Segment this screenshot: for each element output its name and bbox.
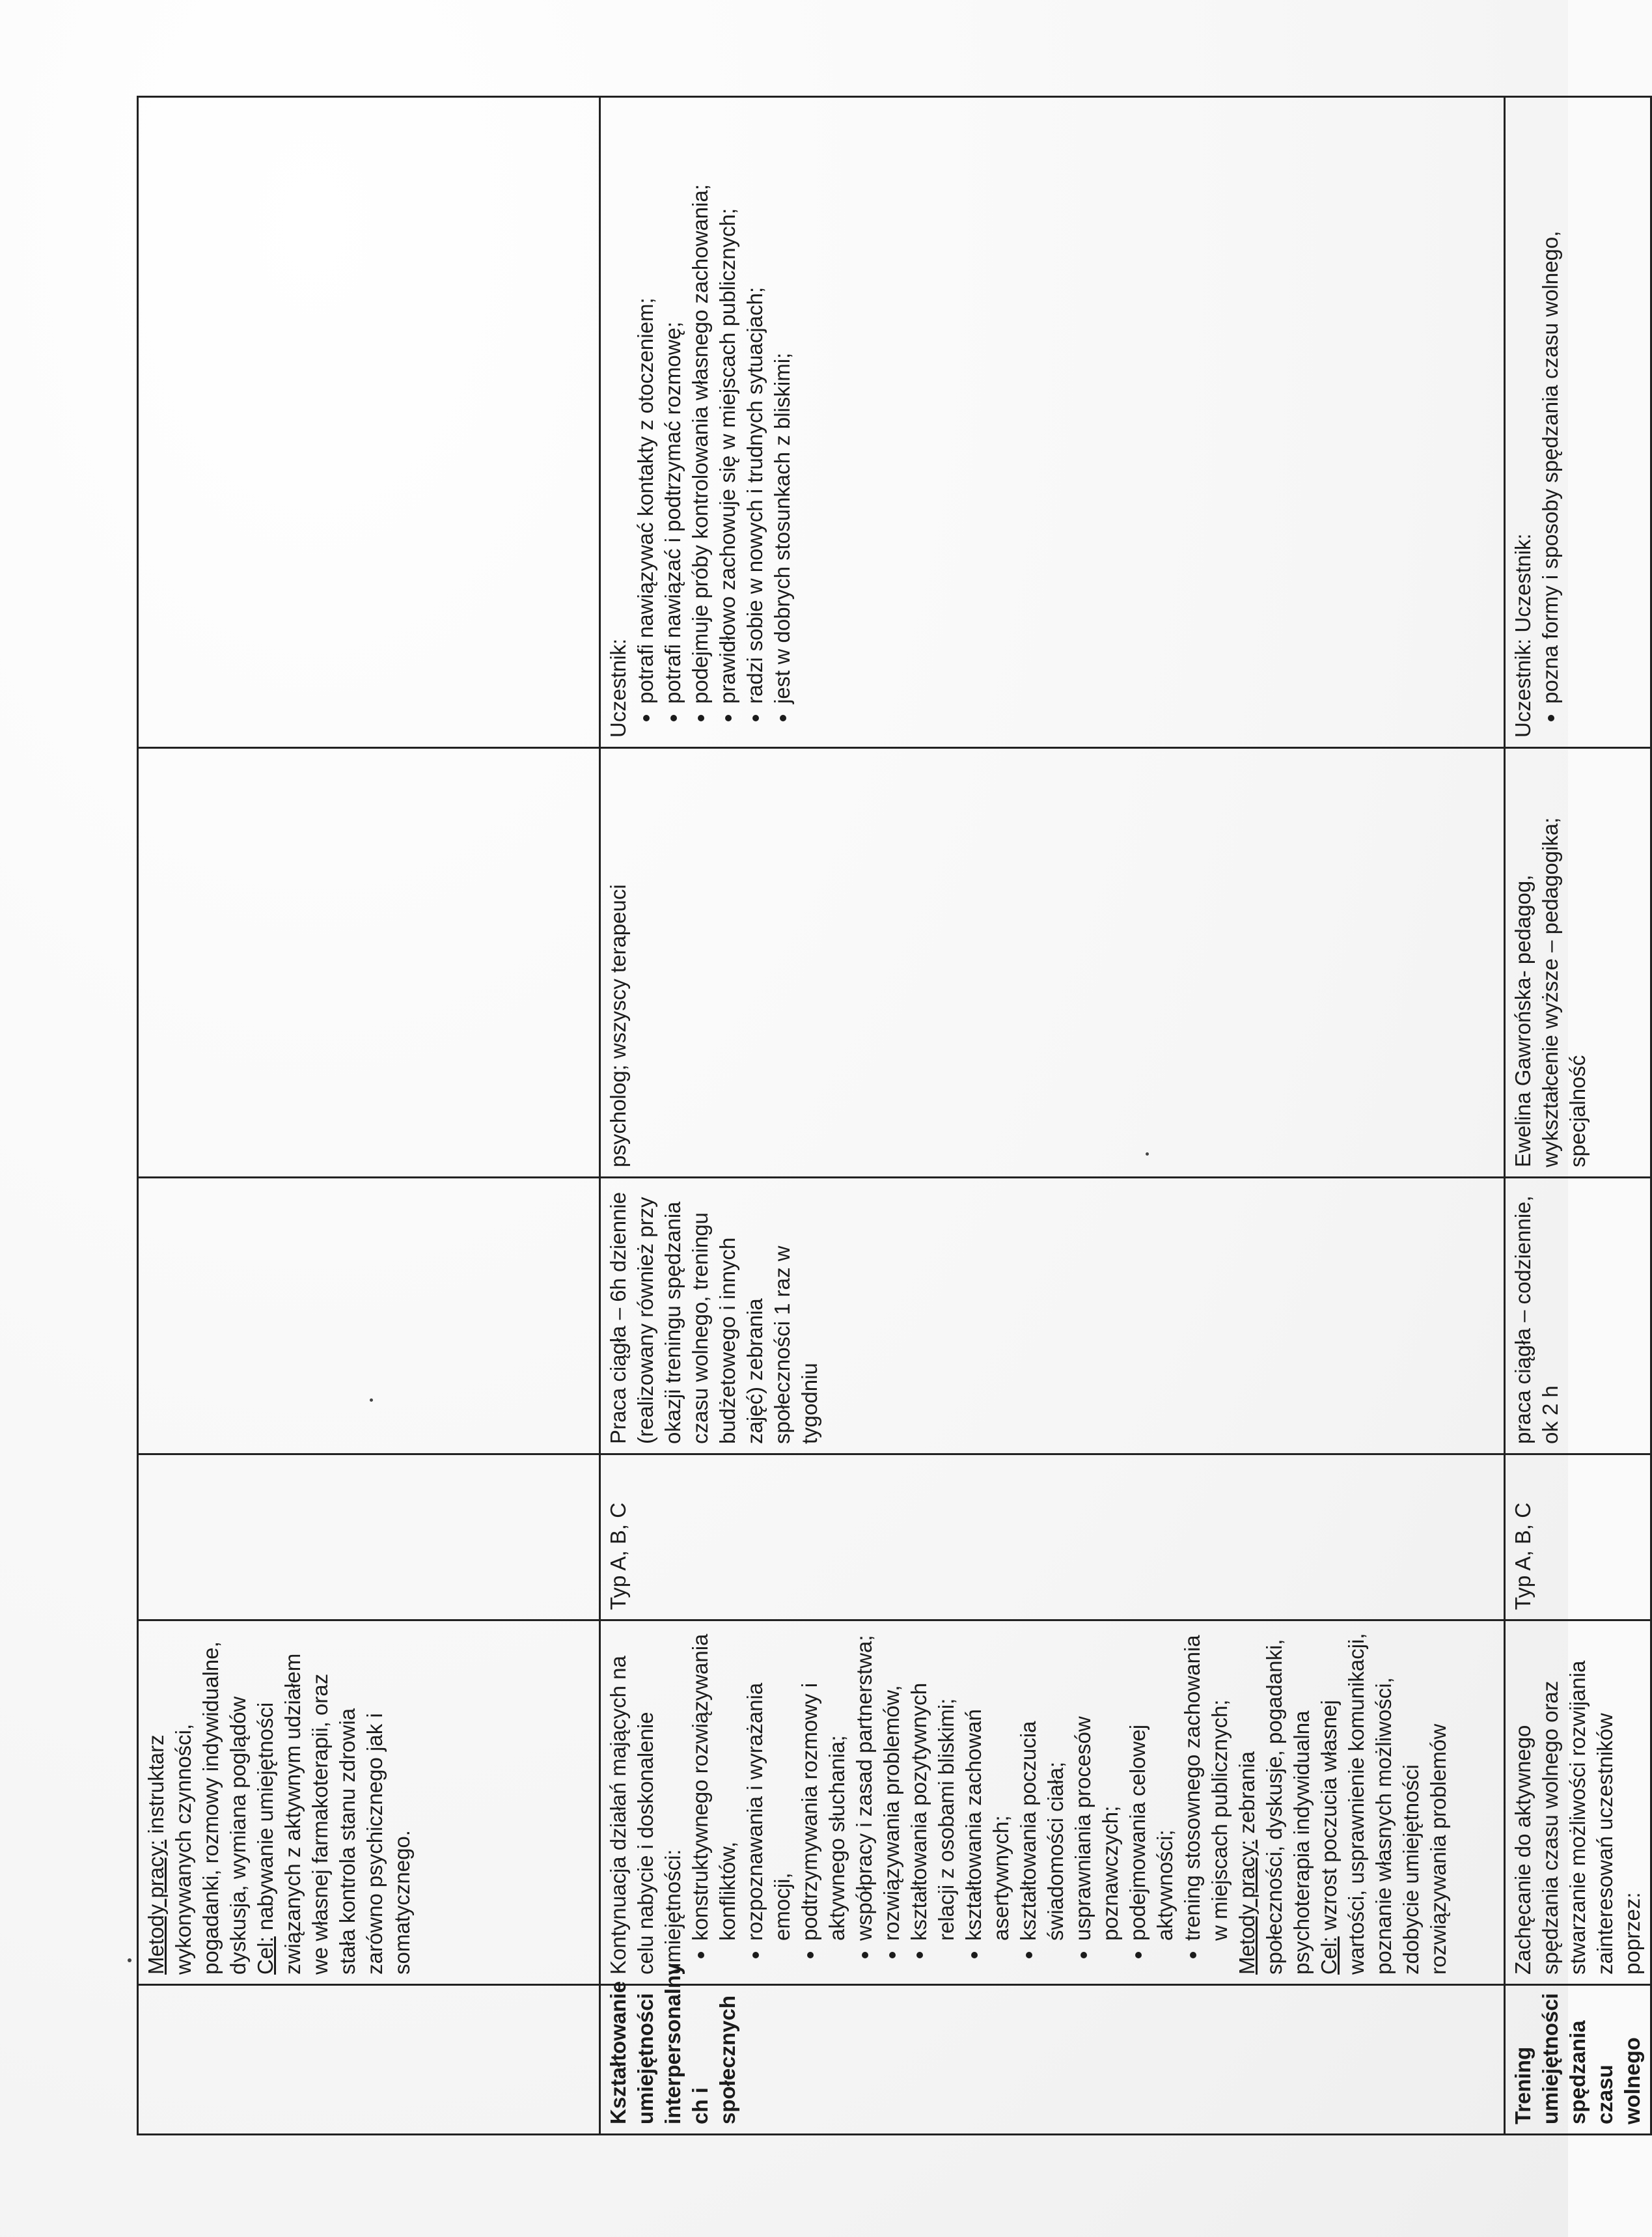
program-table (137, 96, 1652, 2135)
row-2-content (600, 1620, 1505, 1985)
outcome-list (632, 105, 796, 738)
table-row (600, 97, 1505, 2135)
goal-text: nabywanie umiejętności związanych z aktywnym udziałem we własnej farmakoterapii, oraz stała kontrola stanu zdrowia zarówno psychicznego jak i somatycznego. (253, 1653, 414, 1975)
row-2-frequency: Praca ciągła – 6h dziennie (realizowany również przy okazji treningu spędzania czasu wolnego, treningu budżetowego i innych zajęć) zebrania społeczności 1 raz w tygodniu (600, 1178, 1505, 1454)
row-2-staff: psycholog; wszyscy terapeuci (600, 748, 1505, 1178)
methods-label: Metody pracy: (1235, 1839, 1259, 1975)
row-3-outcome (1505, 97, 1651, 748)
list-item: • pozna formy i sposoby spędzania czasu wolnego, (1537, 105, 1564, 704)
methods-label: Metody pracy: (144, 1839, 168, 1975)
row-3-content (1505, 1620, 1651, 1985)
list-item: • kształtowania poczucia świadomości ciała; (1015, 1629, 1069, 1941)
list-item: • potrafi nawiązać i podtrzymać rozmowę; (659, 105, 687, 704)
list-item: • trening stosownego zachowania w miejscach publicznych; (1179, 1629, 1233, 1941)
content-intro: Kontynuacja działań mających na celu nabycie i doskonalenie umiejętności: (606, 1656, 685, 1975)
list-item: • usprawniania procesów poznawczych; (1069, 1629, 1124, 1941)
row-2-outcome (600, 97, 1505, 748)
list-item: • rozwiązywania problemów, (878, 1629, 905, 1941)
outcome-intro: Uczestnik: Uczestnik: (1511, 533, 1535, 738)
row-3-staff: Ewelina Gawrońska- pedagog, wykształcenie wyższe – pedagogika; specjalność (1505, 748, 1651, 1178)
row-2-type: Typ A, B, C (600, 1454, 1505, 1620)
row-3-type: Typ A, B, C (1505, 1454, 1651, 1620)
row-1-name (138, 1985, 600, 2135)
speck (128, 1958, 131, 1962)
row-3-frequency: praca ciągła – codziennie, ok 2 h (1505, 1178, 1651, 1454)
list-item: • kształtowania zachowań asertywnych; (960, 1629, 1015, 1941)
skills-list (687, 1629, 1233, 1975)
row-3-name: Trening umiejętności spędzania czasu wolnego (1505, 1985, 1651, 2135)
methods-text: instruktarz wykonywanych czynności, pogadanki, rozmowy indywidualne, dyskusja, wymiana poglądów (144, 1641, 250, 1975)
goal-text: wzrost poczucia własnej wartości, usprawnienie komunikacji, poznanie własnych możliwości, zdobycie umiejętności rozwiązywania problemów (1317, 1633, 1450, 1975)
row-1-staff (138, 748, 600, 1178)
list-item: • potrafi nawiązywać kontakty z otoczeniem; (632, 105, 659, 704)
outcome-intro: Uczestnik: (606, 638, 630, 738)
goal-label: Cel: (253, 1936, 277, 1975)
list-item: • prawidłowo zachowuje się w miejscach publicznych; (714, 105, 741, 704)
row-1-content (138, 1620, 600, 1985)
row-1-outcome (138, 97, 600, 748)
list-item: • podejmowania celowej aktywności; (1124, 1629, 1179, 1941)
list-item: • konstruktywnego rozwiązywania konfliktów, (687, 1629, 741, 1941)
goal-label: Cel: (1317, 1936, 1341, 1975)
outcome-list (1537, 105, 1564, 738)
rotated-page (137, 98, 1644, 2135)
methods-text: zebrania społeczności, dyskusje, pogadanki, psychoterapia indywidualna (1235, 1639, 1314, 1975)
list-item: • podtrzymywania rozmowy i aktywnego słuchania; (796, 1629, 851, 1941)
list-item: • kształtowania pozytywnych relacji z osobami bliskimi; (905, 1629, 960, 1941)
list-item: • rozpoznawania i wyrażania emocji, (741, 1629, 796, 1941)
row-1-type (138, 1454, 600, 1620)
list-item: • radzi sobie w nowych i trudnych sytuacjach; (741, 105, 769, 704)
content-intro: Zachęcanie do aktywnego spędzania czasu wolnego oraz stwarzanie możliwości rozwijania zainteresowań uczestników poprzez: (1511, 1660, 1644, 1975)
table-row (138, 97, 600, 2135)
list-item: • podejmuje próby kontrolowania własnego zachowania; (687, 105, 714, 704)
row-2-name: Kształtowanie umiejętności interpersonalny ch i społecznych (600, 1985, 1505, 2135)
row-1-frequency (138, 1178, 600, 1454)
list-item: • współpracy i zasad partnerstwa; (851, 1629, 878, 1941)
table-row (1505, 97, 1651, 2135)
list-item: • jest w dobrych stosunkach z bliskimi; (769, 105, 796, 704)
